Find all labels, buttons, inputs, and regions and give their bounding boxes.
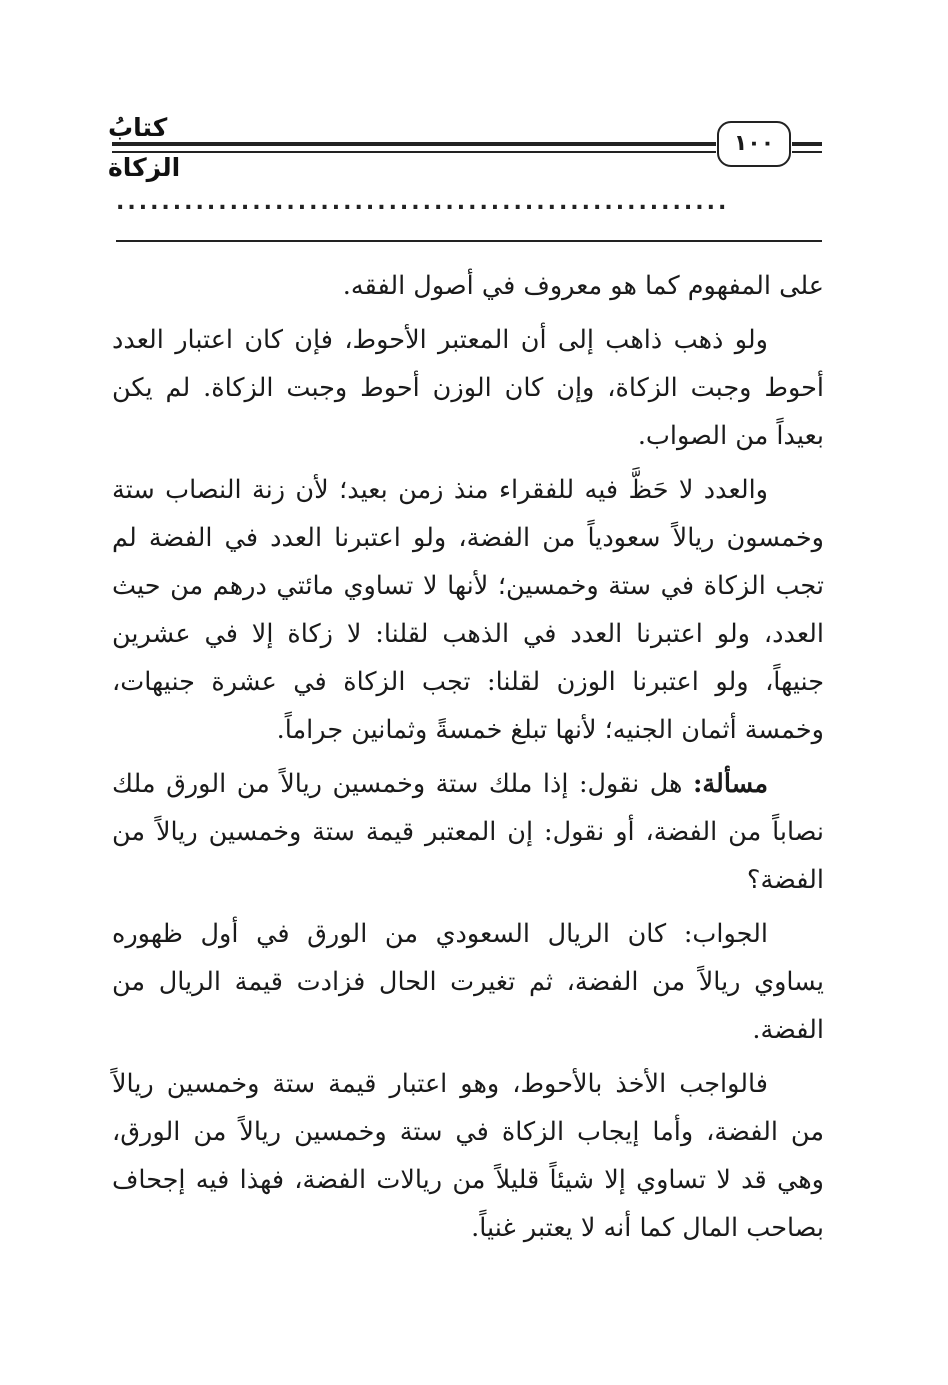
paragraph-1: على المفهوم كما هو معروف في أصول الفقه. <box>342 271 824 301</box>
masala-label: مسألة: <box>692 769 768 799</box>
paragraph-5-answer: الجواب: كان الريال السعودي من الورق في أول ظهوره يساوي ريالاً من الفضة، ثم تغيرت الحال فزادت قيمة الريال من الفضة. <box>112 919 824 1045</box>
page-number-box <box>717 121 791 167</box>
paragraph-6: فالواجب الأخذ بالأحوط، وهو اعتبار قيمة ستة وخمسين ريالاً من الفضة، وأما إيجاب الزكاة في ستة وخمسين ريالاً من الورق، وهي قد لا تساوي إلا شيئاً قليلاً من ريالات الفضة، فهذا فيه إجحاف بصاحب المال كما أنه لا يعتبر غنياً. <box>112 1069 824 1243</box>
header-rule-left-thin <box>112 151 716 153</box>
page-header <box>0 0 948 182</box>
header-rule-right-thin <box>792 151 822 153</box>
separator-line <box>116 240 822 242</box>
header-rule-left-thick <box>112 142 716 146</box>
paragraph-3: والعدد لا حَظَّ فيه للفقراء منذ زمن بعيد؛ لأن زنة النصاب ستة وخمسون ريالاً سعودياً من الفضة، ولو اعتبرنا العدد في الفضة لم تجب الزكاة في ستة وخمسين؛ لأنها لا تساوي مائتي درهم من حيث العدد، ولو اعتبرنا العدد في الذهب لقلنا: لا زكاة إلا في عشرين جنيهاً، ولو اعتبرنا الوزن لقلنا: تجب الزكاة في عشرة جنيهات، وخمسة أثمان الجنيه؛ لأنها تبلغ خمسةً وثمانين جراماً. <box>112 475 824 745</box>
page-number: ١٠٠ <box>733 131 775 156</box>
book-title: كتابُ الزكاة <box>108 113 181 182</box>
header-rule-right-thick <box>792 142 822 146</box>
paragraph-4-masala: مسألة: هل نقول: إذا ملك ستة وخمسين ريالاً من الورق ملك نصاباً من الفضة، أو نقول: إن المعتبر قيمة ستة وخمسين ريالاً من الفضة؟ <box>112 769 824 895</box>
footnote-separator-dots: ...................................................... <box>116 190 730 215</box>
main-text <box>112 262 824 1362</box>
paragraph-2: ولو ذهب ذاهب إلى أن المعتبر الأحوط، فإن كان اعتبار العدد أحوط وجبت الزكاة، وإن كان الوزن أحوط وجبت الزكاة. لم يكن بعيداً من الصواب. <box>112 325 824 451</box>
